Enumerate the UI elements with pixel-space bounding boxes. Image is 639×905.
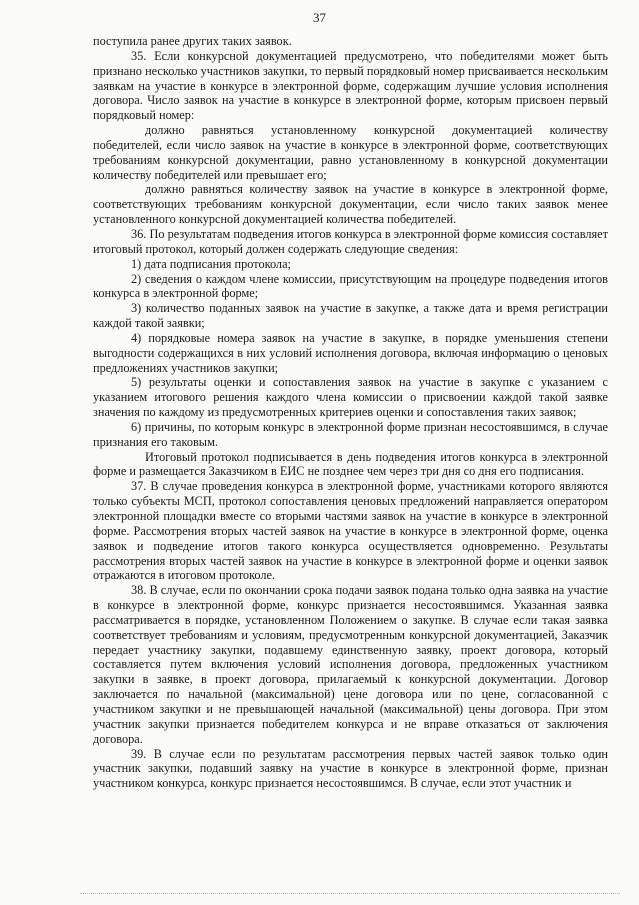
paragraph-36-item-2: 2) сведения о каждом члене комиссии, присутствующим на процедуре подведения итогов конкурса в электронной форме; [93,271,608,301]
paragraph-36: 36. По результатам подведения итогов конкурса в электронной форме комиссия составляет итоговый протокол, который должен содержать следующие сведения: [93,226,608,256]
paragraph-36-item-3: 3) количество поданных заявок на участие в закупке, а также дата и время регистрации каждой такой заявки; [93,301,608,331]
paragraph-36-item-4: 4) порядковые номера заявок на участие в закупке, в порядке уменьшения степени выгодности содержащихся в них условий исполнения договора, включая информацию о ценовых предложениях участников закупки; [93,330,608,375]
paragraph-39: 39. В случае если по результатам рассмотрения первых частей заявок только один участник закупки, подавший заявку на участие в конкурсе в электронной форме, признан участником конкурса, конкурс признается несостоявшимся. В случае, если этот участник и [93,746,608,791]
paragraph-35-item-2: должно равняться количеству заявок на участие в конкурсе в электронной форме, соответствующих требованиям конкурсной документации, если число таких заявок менее установленного конкурсной документацией количества победителей. [93,182,608,227]
paragraph-36-item-1: 1) дата подписания протокола; [131,256,291,271]
paragraph-36-item-6: 6) причины, по которым конкурс в электронной форме признан несостоявшимся, в случае признания его таковым. [93,419,608,449]
page-bottom-divider [80,893,620,894]
paragraph-36-item-5: 5) результаты оценки и сопоставления заявок на участие в закупке с указанием с указанием итогового решения каждого члена комиссии о присвоении каждой такой заявке значения по каждому из предусмотренных критериев оценки и сопоставления таких заявок; [93,375,608,420]
paragraph-35: 35. Если конкурсной документацией предусмотрено, что победителями может быть признано несколько участников закупки, то первый порядковый номер присваивается нескольким заявкам на участие в конкурсе в электронной форме, содержащим лучшие условия исполнения договора. Число заявок на участие в конкурсе в электронной форме, которым присвоен первый порядковый номер: [93,48,608,123]
paragraph-36-final: Итоговый протокол подписывается в день подведения итогов конкурса в электронной форме и размещается Заказчиком в ЕИС не позднее чем через три дня со дня его подписания. [93,449,608,479]
paragraph-37: 37. В случае проведения конкурса в электронной форме, участниками которого являются только субъекты МСП, протокол сопоставления ценовых предложений направляется оператором электронной площадки вместе со вторыми частями заявок на участие в конкурсе в электронной форме. Рассмотрения вторых частей заявок на участие в конкурсе в электронной форме, оценка заявок и подведение итогов такого конкурса осуществляется одновременно. Результаты рассмотрения вторых частей заявок на участие в конкурсе в электронной форме и оценки заявок отражаются в итоговом протоколе. [93,479,608,583]
paragraph-continuation: поступила ранее других таких заявок. [93,34,292,48]
paragraph-38: 38. В случае, если по окончании срока подачи заявок подана только одна заявка на участие в конкурсе в электронной форме, конкурс признается несостоявшимся. Указанная заявка рассматривается в порядке, установленном Положением о закупке. В случае если такая заявка соответствует требованиям и условиям, предусмотренным конкурсной документацией, Заказчик передает участнику закупки, подавшему единственную заявку, проект договора, который составляется путем включения условий исполнения договора, предложенных участником закупки в заявке, в проект договора, прилагаемый к конкурсной документации. Договор заключается по начальной (максимальной) цене договора или по цене, согласованной с участником закупки и не превышающей начальной (максимальной) цены договора. При этом участник закупки признается победителем конкурса и не вправе отказаться от заключения договора. [93,583,608,746]
paragraph-35-item-1: должно равняться установленному конкурсной документацией количеству победителей, если число заявок на участие в конкурсе в электронной форме, соответствующих требованиям конкурсной документации, равно установленному в конкурсной документации количеству победителей или превышает его; [93,123,608,182]
document-body [93,34,608,791]
page-number: 37 [313,10,326,25]
